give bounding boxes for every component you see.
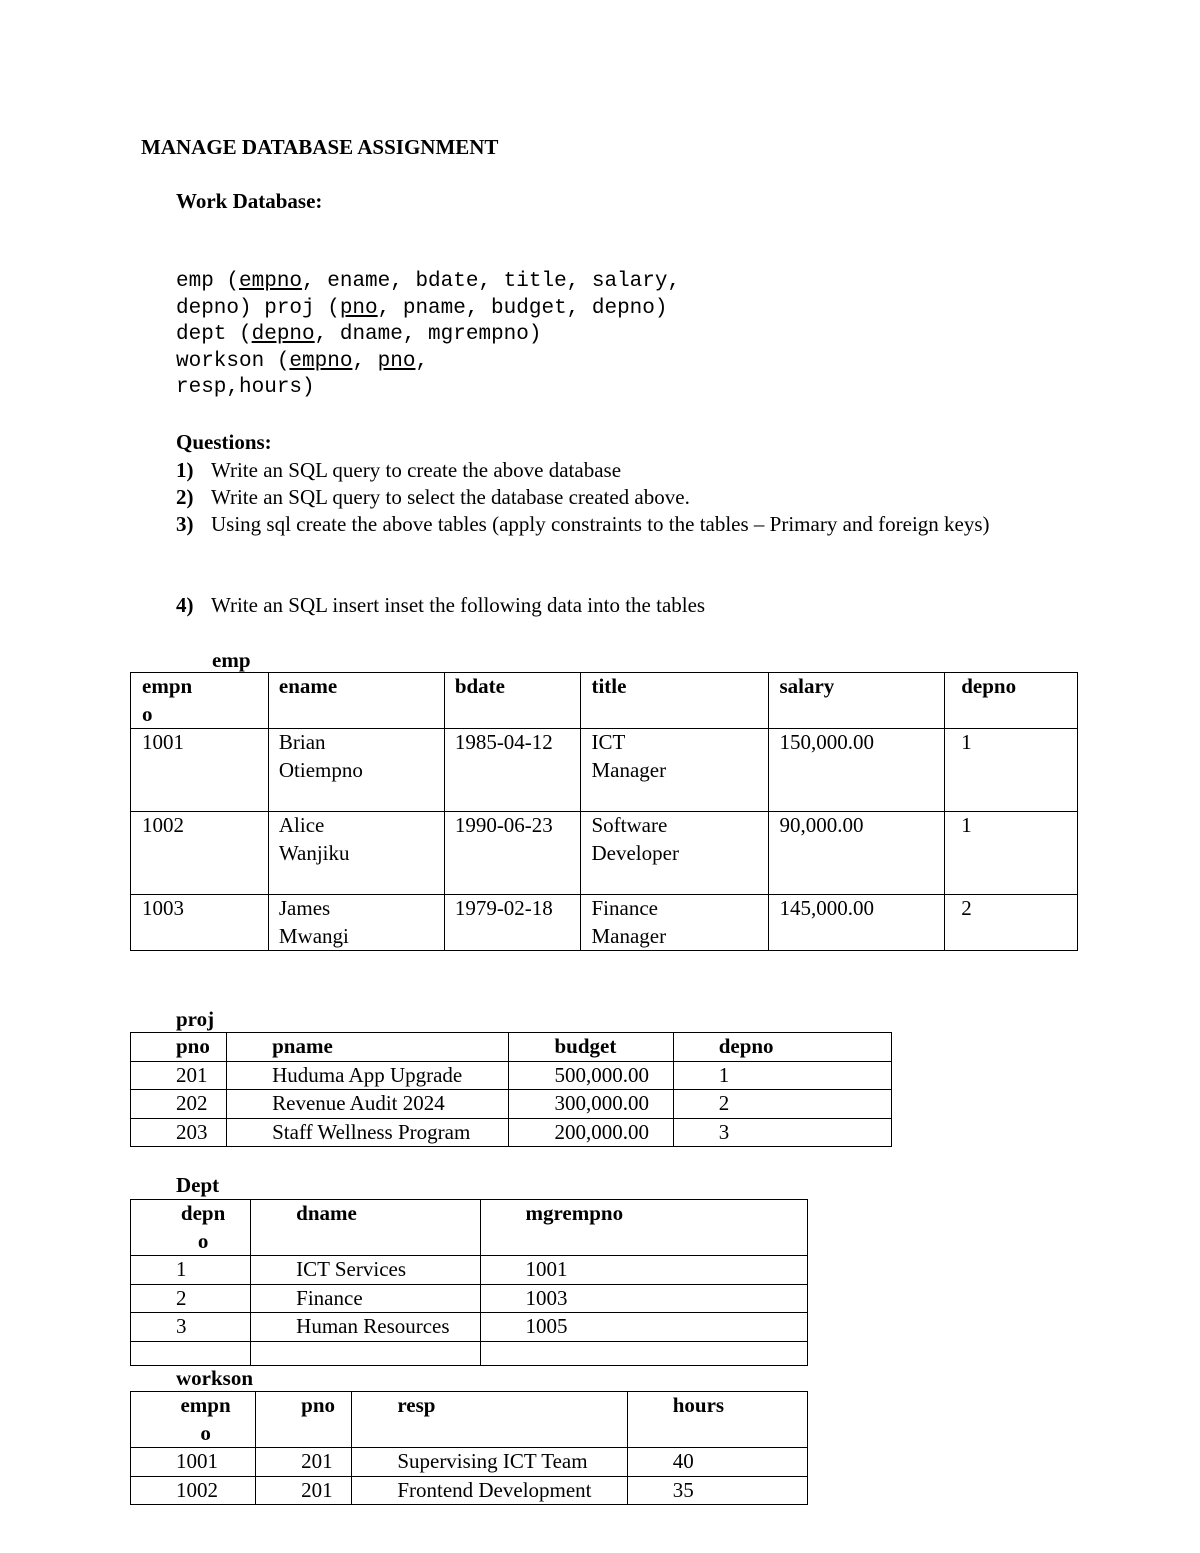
column-header: empno — [131, 673, 269, 729]
table-cell: Alice Wanjiku — [268, 812, 444, 895]
schema-key: pno — [339, 296, 378, 320]
column-header: depno — [673, 1033, 891, 1062]
column-header: bdate — [444, 673, 581, 729]
table-cell: 3 — [673, 1118, 891, 1147]
schema-text: , — [352, 349, 378, 373]
schema-text: , — [415, 349, 429, 373]
questions-label: Questions: — [176, 430, 272, 454]
table-cell: 90,000.00 — [769, 812, 945, 895]
table-row — [131, 1476, 808, 1505]
question-item — [176, 592, 705, 619]
table-row — [131, 812, 1078, 895]
question-number: 4) — [176, 593, 194, 617]
table-cell: 201 — [131, 1061, 227, 1090]
schema-text: , pname, budget, depno) — [377, 296, 668, 320]
question-item — [176, 484, 690, 511]
table-cell — [480, 1341, 808, 1365]
table-cell: 201 — [256, 1476, 352, 1505]
column-header: pno — [256, 1392, 352, 1448]
table-cell: 1985-04-12 — [444, 729, 581, 812]
column-header: budget — [509, 1033, 673, 1062]
question-text: Write an SQL query to create the above database — [211, 458, 622, 482]
proj-table — [130, 1032, 892, 1147]
work-database-label: Work Database: — [176, 189, 323, 213]
table-cell — [131, 1341, 251, 1365]
schema-text: dept ( — [176, 323, 252, 346]
table-header-row — [131, 1392, 808, 1448]
table-cell: 3 — [131, 1313, 251, 1342]
column-header: resp — [352, 1392, 627, 1448]
schema-block — [176, 269, 680, 402]
table-cell: 1 — [673, 1061, 891, 1090]
table-row — [131, 1313, 808, 1342]
table-cell: 1005 — [480, 1313, 808, 1342]
question-item — [176, 457, 621, 484]
workson-table-caption: workson — [176, 1366, 254, 1390]
schema-key: pno — [377, 349, 416, 373]
table-cell: 150,000.00 — [769, 729, 945, 812]
table-cell: 202 — [131, 1090, 227, 1119]
schema-text: resp,hours) — [176, 376, 315, 399]
table-cell: 2 — [945, 895, 1078, 951]
workson-table — [130, 1391, 808, 1505]
table-cell: 1002 — [131, 812, 269, 895]
table-cell: 1002 — [131, 1476, 256, 1505]
column-header: mgrempno — [480, 1200, 808, 1256]
schema-key: empno — [239, 270, 303, 293]
table-cell: Revenue Audit 2024 — [227, 1090, 509, 1119]
schema-text: depno) proj ( — [176, 296, 340, 320]
table-cell: 1 — [945, 812, 1078, 895]
table-cell: James Mwangi — [268, 895, 444, 951]
table-cell: 1001 — [480, 1256, 808, 1285]
table-cell: 145,000.00 — [769, 895, 945, 951]
column-header: salary — [769, 673, 945, 729]
question-text: Write an SQL insert inset the following data into the tables — [211, 593, 706, 617]
table-header-row — [131, 1033, 892, 1062]
column-header: empno — [131, 1392, 256, 1448]
table-cell: 35 — [627, 1476, 807, 1505]
table-cell: 2 — [673, 1090, 891, 1119]
schema-text: workson ( — [176, 349, 290, 373]
schema-text: emp ( — [176, 270, 240, 293]
schema-key: depno — [251, 323, 315, 346]
table-cell: 40 — [627, 1448, 807, 1477]
schema-text: , ename, bdate, title, salary, — [302, 270, 681, 293]
question-text: Using sql create the above tables (apply constraints to the tables – Primary and foreign keys) — [211, 512, 990, 536]
question-item — [176, 511, 1031, 538]
column-header: depno — [945, 673, 1078, 729]
column-header: depno — [131, 1200, 251, 1256]
table-cell: 200,000.00 — [509, 1118, 673, 1147]
proj-table-caption: proj — [176, 1007, 215, 1031]
column-header: ename — [268, 673, 444, 729]
table-cell: 1003 — [480, 1284, 808, 1313]
table-cell: 1 — [945, 729, 1078, 812]
table-cell: 2 — [131, 1284, 251, 1313]
table-cell: Brian Otiempno — [268, 729, 444, 812]
table-cell: 300,000.00 — [509, 1090, 673, 1119]
table-row — [131, 895, 1078, 951]
dept-table-caption: Dept — [176, 1173, 220, 1197]
column-header: pno — [131, 1033, 227, 1062]
table-row — [131, 1256, 808, 1285]
table-cell: Finance — [251, 1284, 480, 1313]
column-header: dname — [251, 1200, 480, 1256]
table-row — [131, 1341, 808, 1365]
table-row — [131, 1061, 892, 1090]
emp-table — [130, 672, 1078, 951]
table-cell: Huduma App Upgrade — [227, 1061, 509, 1090]
table-header-row — [131, 673, 1078, 729]
table-cell: 1990-06-23 — [444, 812, 581, 895]
table-header-row — [131, 1200, 808, 1256]
column-header: hours — [627, 1392, 807, 1448]
table-cell: ICT Manager — [581, 729, 769, 812]
table-row — [131, 1284, 808, 1313]
page-title: MANAGE DATABASE ASSIGNMENT — [141, 135, 499, 159]
question-number: 1) — [176, 458, 194, 482]
table-cell: 1001 — [131, 729, 269, 812]
table-cell: 1001 — [131, 1448, 256, 1477]
table-cell — [251, 1341, 480, 1365]
column-header: pname — [227, 1033, 509, 1062]
dept-table — [130, 1199, 808, 1366]
schema-text: , dname, mgrempno) — [314, 323, 542, 346]
column-header: title — [581, 673, 769, 729]
table-row — [131, 1448, 808, 1477]
question-number: 3) — [176, 512, 194, 536]
table-cell: Human Resources — [251, 1313, 480, 1342]
schema-key: empno — [289, 349, 353, 373]
table-cell: 201 — [256, 1448, 352, 1477]
table-cell: 1003 — [131, 895, 269, 951]
emp-table-caption: emp — [212, 648, 251, 672]
table-cell: Supervising ICT Team — [352, 1448, 627, 1477]
table-cell: ICT Services — [251, 1256, 480, 1285]
table-cell: Software Developer — [581, 812, 769, 895]
table-cell: Finance Manager — [581, 895, 769, 951]
table-cell: 203 — [131, 1118, 227, 1147]
table-cell: Frontend Development — [352, 1476, 627, 1505]
question-text: Write an SQL query to select the database created above. — [211, 485, 690, 509]
question-number: 2) — [176, 485, 194, 509]
table-cell: 1979-02-18 — [444, 895, 581, 951]
table-cell: 500,000.00 — [509, 1061, 673, 1090]
table-row — [131, 729, 1078, 812]
table-row — [131, 1118, 892, 1147]
table-row — [131, 1090, 892, 1119]
table-cell: 1 — [131, 1256, 251, 1285]
table-cell: Staff Wellness Program — [227, 1118, 509, 1147]
